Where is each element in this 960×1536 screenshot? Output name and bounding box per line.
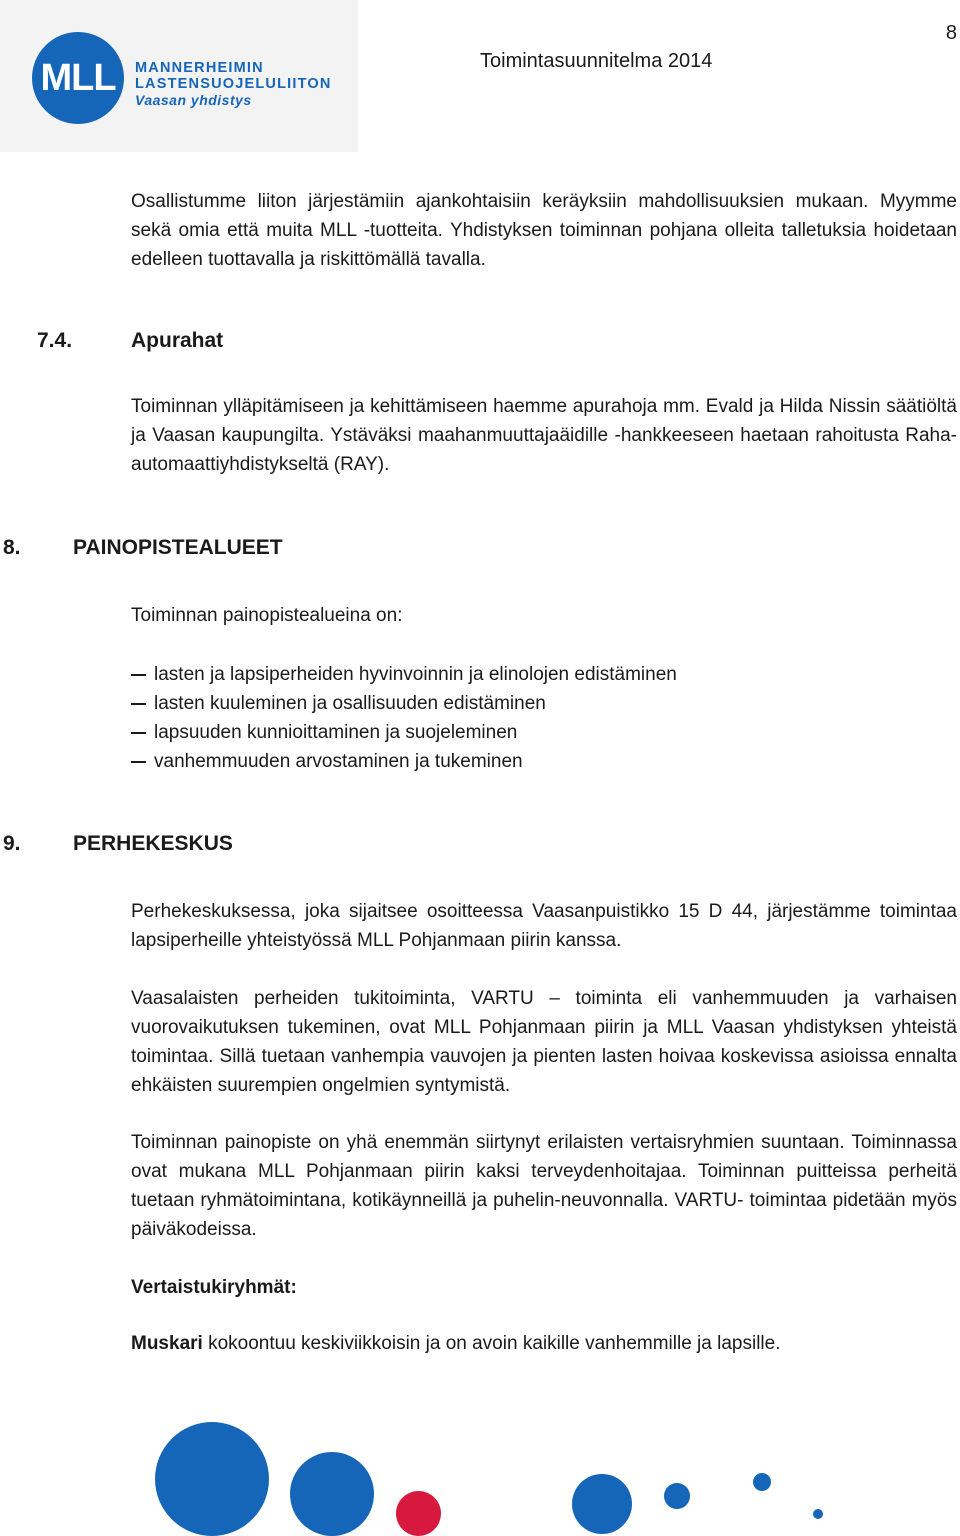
- section-7-4-number: 7.4.: [37, 329, 73, 352]
- decorative-red-dot-icon: [396, 1491, 441, 1536]
- logo-line-1: MANNERHEIMIN: [135, 60, 264, 76]
- mll-logo-icon: MLL: [32, 32, 124, 124]
- document-title: Toimintasuunnitelma 2014: [480, 50, 713, 72]
- section-7-4-title: Apurahat: [131, 329, 224, 352]
- list-item: lasten ja lapsiperheiden hyvinvoinnin ja elinolojen edistäminen: [131, 660, 677, 689]
- section-9-number: 9.: [3, 832, 21, 855]
- section-9-paragraph-2: Vaasalaisten perheiden tukitoiminta, VARTU – toiminta eli vanhemmuuden ja varhaisen vuorovaikutuksen tukeminen, ovat MLL Pohjanmaan piirin ja MLL Vaasan yhdistyksen yhteistä toimintaa. Sillä tuetaan vanhempia vauvojen ja pienten lasten hoivaa koskevissa asioissa ennalta ehkäisten suurempien ongelmien syntymistä.: [131, 988, 957, 1096]
- section-8-intro: Toiminnan painopistealueina on:: [131, 605, 403, 626]
- decorative-blue-dot-icon: [290, 1452, 374, 1536]
- peer-support-heading: Vertaistukiryhmät:: [131, 1277, 297, 1298]
- muskari-paragraph: [131, 1329, 957, 1358]
- list-item: lasten kuuleminen ja osallisuuden edistäminen: [131, 689, 677, 718]
- muskari-text: kokoontuu keskiviikkoisin ja on avoin kaikille vanhemmille ja lapsille.: [202, 1333, 781, 1354]
- intro-paragraph: Osallistumme liiton järjestämiin ajankohtaisiin keräyksiin mahdollisuuksien mukaan. Myymme sekä omia että muita MLL -tuotteita. Yhdistyksen toiminnan pohjana olleita talletuksia hoidetaan edelleen tuottavalla ja riskittömällä tavalla.: [131, 191, 957, 270]
- logo-line-3: Vaasan yhdistys: [135, 92, 252, 108]
- logo-line-2: LASTENSUOJELULIITON: [135, 76, 332, 92]
- decorative-blue-dot-icon: [572, 1474, 632, 1534]
- section-9-paragraph-3: Toiminnan painopiste on yhä enemmän siirtynyt erilaisten vertaisryhmien suuntaan. Toiminnassa ovat mukana MLL Pohjanmaan piirin kaksi terveydenhoitajaa. Toiminnan puitteissa perheitä tuetaan ryhmätoimintana, kotikäynneillä ja puhelin-neuvonnalla. VARTU- toimintaa pidetään myös päiväkodeissa.: [131, 1132, 957, 1240]
- focus-area-list: [131, 660, 677, 776]
- dash-bullet-icon: [131, 761, 146, 763]
- section-9-title: PERHEKESKUS: [73, 832, 233, 855]
- muskari-label: Muskari: [131, 1333, 203, 1354]
- section-8-title: PAINOPISTEALUEET: [73, 536, 283, 559]
- list-item: lapsuuden kunnioittaminen ja suojeleminen: [131, 718, 677, 747]
- dash-bullet-icon: [131, 674, 146, 676]
- section-8-number: 8.: [3, 536, 21, 559]
- decorative-blue-dot-icon: [813, 1509, 823, 1519]
- list-item: vanhemmuuden arvostaminen ja tukeminen: [131, 747, 677, 776]
- logo-text: [135, 60, 332, 108]
- decorative-blue-dot-icon: [664, 1483, 690, 1509]
- dash-bullet-icon: [131, 703, 146, 705]
- decorative-blue-dot-icon: [155, 1422, 269, 1536]
- section-7-4-paragraph: Toiminnan ylläpitämiseen ja kehittämiseen haemme apurahoja mm. Evald ja Hilda Nissin säätiöltä ja Vaasan kaupungilta. Ystäväksi maahanmuuttajaäidille -hankkeeseen haetaan rahoitusta Raha-automaattiyhdistykseltä (RAY).: [131, 396, 957, 475]
- section-9-paragraph-1: Perhekeskuksessa, joka sijaitsee osoitteessa Vaasanpuistikko 15 D 44, järjestämme toimintaa lapsiperheille yhteistyössä MLL Pohjanmaan piirin kanssa.: [131, 901, 957, 951]
- page-number: 8: [945, 22, 957, 44]
- dash-bullet-icon: [131, 732, 146, 734]
- decorative-blue-dot-icon: [753, 1473, 771, 1491]
